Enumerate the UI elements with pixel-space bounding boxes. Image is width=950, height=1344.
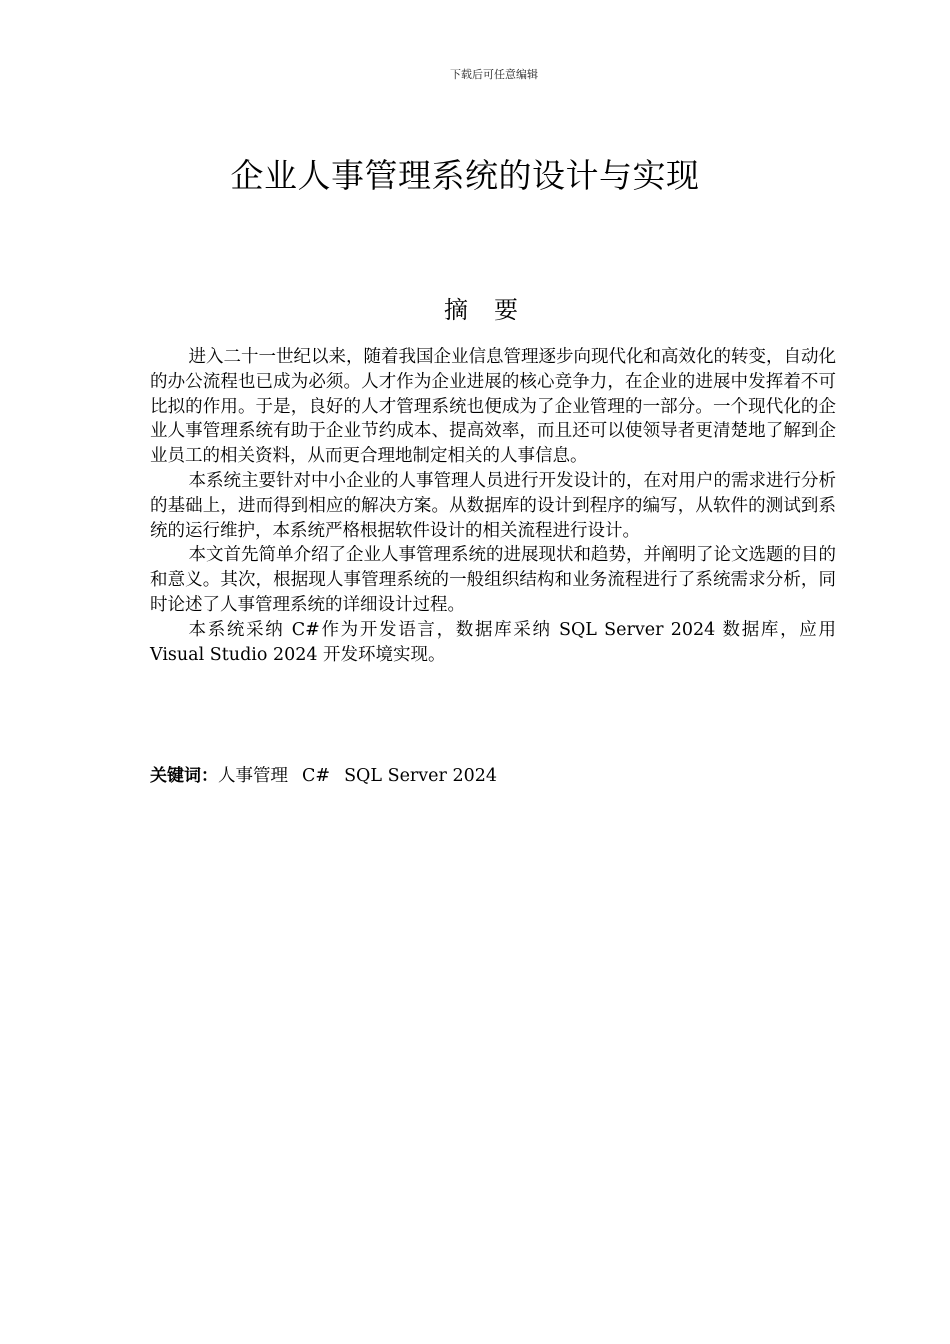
- abstract-heading: 摘要: [444, 296, 544, 324]
- abstract-paragraph: 进入二十一世纪以来，随着我国企业信息管理逐步向现代化和高效化的转变，自动化的办公流程也已成为必须。人才作为企业进展的核心竞争力，在企业的进展中发挥着不可比拟的作用。于是，良好的人才管理系统也便成为了企业管理的一部分。一个现代化的企业人事管理系统有助于企业节约成本、提高效率，而且还可以使领导者更清楚地了解到企业员工的相关资料，从而更合理地制定相关的人事信息。: [150, 347, 836, 467]
- abstract-paragraph: 本文首先简单介绍了企业人事管理系统的进展现状和趋势，并阐明了论文选题的目的和意义。其次，根据现人事管理系统的一般组织结构和业务流程进行了系统需求分析，同时论述了人事管理系统的详细设计过程。: [150, 545, 836, 615]
- document-title: 企业人事管理系统的设计与实现: [230, 156, 700, 195]
- abstract-paragraph: 本系统主要针对中小企业的人事管理人员进行开发设计的，在对用户的需求进行分析的基础上，进而得到相应的解决方案。从数据库的设计到程序的编写，从软件的测试到系统的运行维护，本系统严格根据软件设计的相关流程进行设计。: [150, 470, 836, 541]
- abstract-body: [150, 345, 836, 667]
- header-note: 下载后可任意编辑: [450, 68, 538, 81]
- keyword-item: C#: [302, 766, 331, 786]
- keyword-item: 人事管理: [218, 766, 288, 786]
- keyword-item: SQL Server 2024: [344, 766, 497, 786]
- keywords-line: [150, 764, 836, 788]
- abstract-paragraph: 本系统采纳 C#作为开发语言，数据库采纳 SQL Server 2024 数据库，应用 Visual Studio 2024 开发环境实现。: [150, 619, 836, 665]
- keywords-label: 关键词：: [150, 766, 218, 786]
